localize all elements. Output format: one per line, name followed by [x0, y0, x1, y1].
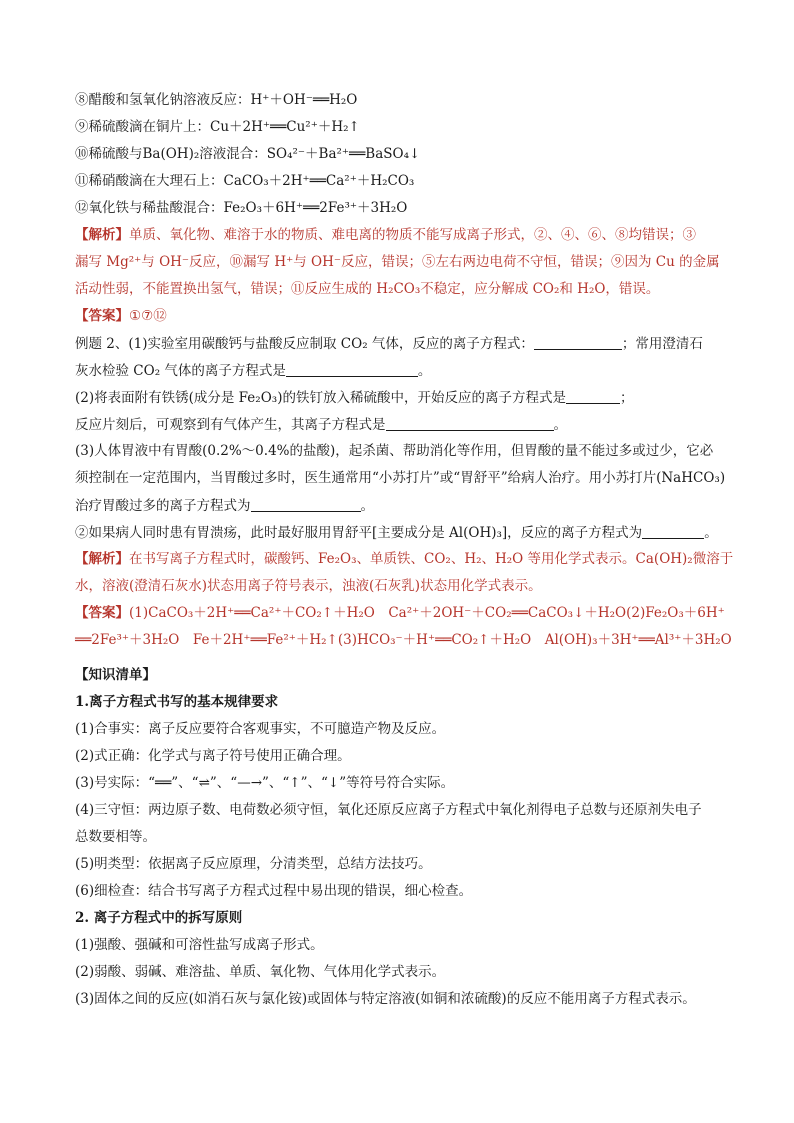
example-text: (2)将表面附有铁锈(成分是 Fe₂O₃)的铁钉放入稀硫酸中，开始反应的离子方程式是	[75, 390, 566, 406]
example-2-line-5: (3)人体胃液中有胃酸(0.2%～0.4%的盐酸)，起杀菌、帮助消化等作用，但胃酸的量不能过多或过少，它必	[75, 443, 714, 459]
answer-2-line-2: ══2Fe³⁺＋3H₂O Fe＋2H⁺══Fe²⁺＋H₂↑(3)HCO₃⁻＋H⁺══CO₂↑＋H₂O Al(OH)₃＋3H⁺══Al³⁺＋3H₂O	[75, 632, 732, 648]
analysis-1-line-3: 活动性弱，不能置换出氢气，错误；⑪反应生成的 H₂CO₃不稳定，应分解成 CO₂和 H₂O，错误。	[75, 281, 660, 297]
example-text: ②如果病人同时患有胃溃疡，此时最好服用胃舒平[主要成分是 Al(OH)₃]，反应的离子方程式为	[75, 525, 643, 541]
answer-blank[interactable]	[566, 389, 620, 404]
section-1-item: (1)合事实：离子反应要符合客观事实，不可臆造产物及反应。	[75, 721, 446, 737]
answer-blank[interactable]	[534, 335, 622, 350]
answer-blank[interactable]	[642, 524, 704, 539]
example-2-line-3	[75, 389, 725, 416]
analysis-text: 在书写离子方程式时，碳酸钙、Fe₂O₃、单质铁、CO₂、H₂、H₂O 等用化学式表示。Ca(OH)₂微溶于	[129, 551, 734, 567]
example-text: ；常用澄清石	[621, 336, 703, 352]
example-text: 。	[360, 498, 374, 514]
section-1-item: (2)式正确：化学式与离子符号使用正确合理。	[75, 748, 351, 764]
section-1-item: (5)明类型：依据离子反应原理，分清类型，总结方法技巧。	[75, 856, 432, 872]
answer-tag: 【答案】	[75, 308, 129, 324]
example-2-line-1	[75, 335, 725, 362]
item-12: ⑫氧化铁与稀盐酸混合：Fe₂O₃＋6H⁺══2Fe³⁺＋3H₂O	[75, 200, 408, 216]
section-1-title: 1.离子方程式书写的基本规律要求	[75, 694, 279, 710]
example-text: 反应片刻后，可观察到有气体产生，其离子方程式是	[75, 417, 386, 433]
section-2-title: 2. 离子方程式中的拆写原则	[75, 910, 243, 926]
analysis-1-line-2: 漏写 Mg²⁺与 OH⁻反应，⑩漏写 H⁺与 OH⁻反应，错误；⑤左右两边电荷不守恒，错误；⑨因为 Cu 的金属	[75, 254, 720, 270]
item-8: ⑧醋酸和氢氧化钠溶液反应：H⁺＋OH⁻══H₂O	[75, 92, 358, 108]
section-1-item: (3)号实际：“══”、“⇌”、“—→”、“↑”、“↓”等符号符合实际。	[75, 775, 455, 791]
answer-blank[interactable]	[386, 416, 554, 431]
answer-2-line-1	[75, 605, 725, 632]
example-text: 治疗胃酸过多的离子方程式为	[75, 498, 251, 514]
answer-text: ①⑦⑫	[129, 308, 167, 324]
example-text: ；	[619, 390, 634, 406]
section-1-item: 总数要相等。	[75, 829, 156, 845]
answer-blank[interactable]	[286, 362, 418, 377]
example-text: 。	[417, 363, 432, 379]
item-11: ⑪稀硝酸滴在大理石上：CaCO₃＋2H⁺══Ca²⁺＋H₂CO₃	[75, 173, 415, 189]
item-9: ⑨稀硫酸滴在铜片上：Cu＋2H⁺══Cu²⁺＋H₂↑	[75, 119, 360, 135]
answer-text: (1)CaCO₃＋2H⁺══Ca²⁺＋CO₂↑＋H₂O Ca²⁺＋2OH⁻＋CO₂══CaCO₃↓＋H₂O(2)Fe₂O₃＋6H⁺	[129, 605, 725, 621]
analysis-2-line-2: 水，溶液(澄清石灰水)状态用离子符号表示，浊液(石灰乳)状态用化学式表示。	[75, 578, 542, 594]
example-2-line-2	[75, 362, 725, 389]
example-2-line-8	[75, 524, 725, 551]
example-2-line-6: 须控制在一定范围内，当胃酸过多时，医生通常用“小苏打片”或“胃舒平”给病人治疗。用小苏打片(NaHCO₃)	[75, 470, 726, 486]
analysis-text: 单质、氧化物、难溶于水的物质、难电离的物质不能写成离子形式，②、④、⑥、⑧均错误；③	[129, 227, 696, 243]
answer-blank[interactable]	[251, 497, 361, 512]
example-text: 。	[704, 525, 718, 541]
section-2-item: (2)弱酸、弱碱、难溶盐、单质、氧化物、气体用化学式表示。	[75, 964, 446, 980]
example-text: 例题 2、(1)实验室用碳酸钙与盐酸反应制取 CO₂ 气体，反应的离子方程式：	[75, 336, 534, 352]
example-2-line-7	[75, 497, 725, 524]
document-page	[75, 92, 734, 1018]
analysis-tag: 【解析】	[75, 227, 129, 243]
analysis-2-line-1	[75, 551, 734, 578]
analysis-tag: 【解析】	[75, 551, 129, 567]
example-text: 。	[553, 417, 567, 433]
example-text: 灰水检验 CO₂ 气体的离子方程式是	[75, 363, 286, 379]
knowledge-title: 【知识清单】	[75, 667, 156, 683]
answer-1	[75, 308, 725, 335]
section-1-item: (4)三守恒：两边原子数、电荷数必须守恒，氧化还原反应离子方程式中氧化剂得电子总数与还原剂失电子	[75, 802, 702, 818]
answer-tag: 【答案】	[75, 605, 129, 621]
section-1-item: (6)细检查：结合书写离子方程式过程中易出现的错误，细心检查。	[75, 883, 473, 899]
section-2-item: (1)强酸、强碱和可溶性盐写成离子形式。	[75, 937, 324, 953]
analysis-1-line-1	[75, 227, 725, 254]
example-2-line-4	[75, 416, 725, 443]
item-10: ⑩稀硫酸与Ba(OH)₂溶液混合：SO₄²⁻＋Ba²⁺══BaSO₄↓	[75, 146, 421, 162]
section-2-item: (3)固体之间的反应(如消石灰与氯化铵)或固体与特定溶液(如铜和浓硫酸)的反应不能用离子方程式表示。	[75, 991, 696, 1007]
